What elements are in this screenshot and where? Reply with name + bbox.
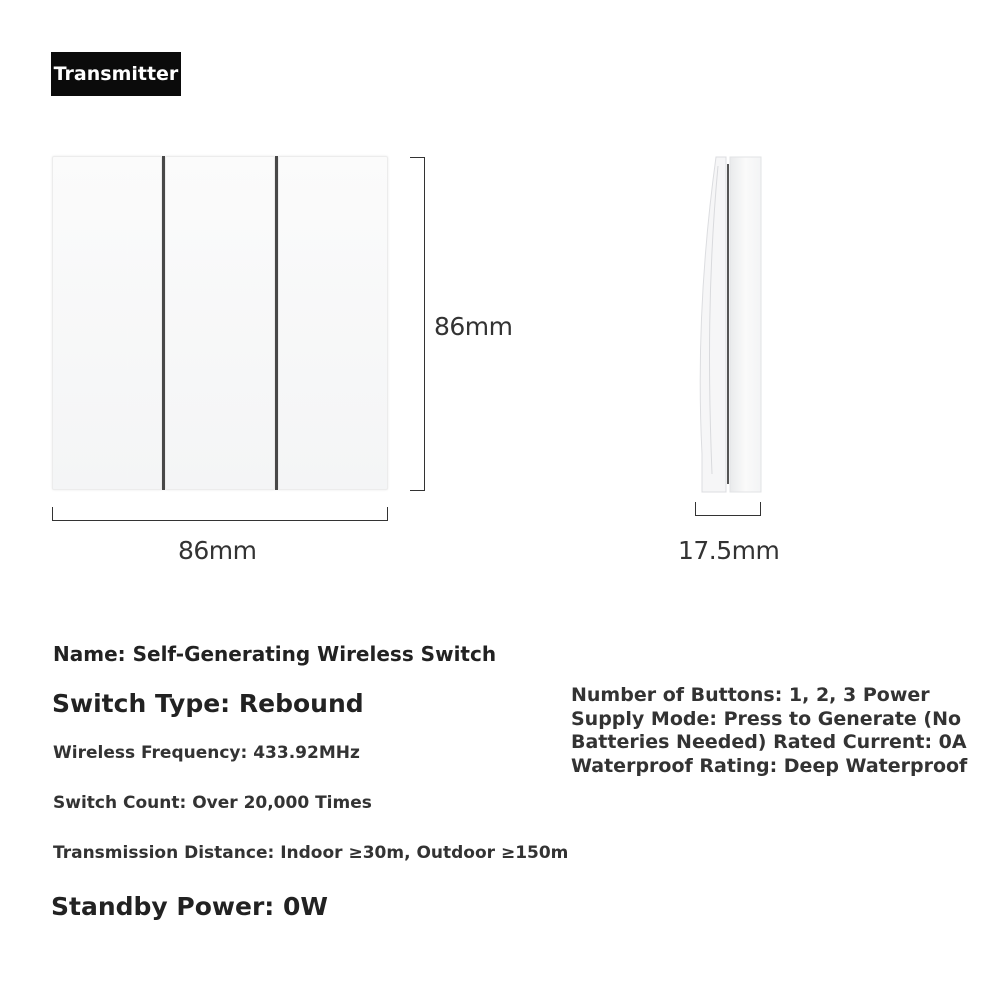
height-dimension-line xyxy=(424,157,425,491)
spec-details-block xyxy=(571,684,991,778)
width-dimension-label: 86mm xyxy=(178,536,257,565)
spec-block-line: Batteries Needed) Rated Current: 0A xyxy=(571,731,967,753)
spec-switch-count: Switch Count: Over 20,000 Times xyxy=(53,793,372,813)
rocker-divider xyxy=(162,156,165,490)
spec-switch-type: Switch Type: Rebound xyxy=(52,689,364,718)
switch-side-view xyxy=(694,154,764,494)
rocker-divider xyxy=(275,156,278,490)
depth-dimension-line xyxy=(695,515,761,516)
rocker-button-left xyxy=(52,156,162,490)
rocker-button-middle xyxy=(165,156,275,490)
height-dimension-label: 86mm xyxy=(434,312,513,341)
width-dimension-line xyxy=(52,520,388,521)
spec-standby-power: Standby Power: 0W xyxy=(51,892,328,921)
spec-name: Name: Self-Generating Wireless Switch xyxy=(53,642,497,666)
switch-front-view xyxy=(52,156,388,490)
rocker-button-right xyxy=(278,156,388,490)
spec-block-line: Number of Buttons: 1, 2, 3 Power xyxy=(571,684,930,706)
transmitter-badge: Transmitter xyxy=(51,52,181,96)
spec-transmission-distance: Transmission Distance: Indoor ≥30m, Outdoor ≥150m xyxy=(53,843,569,863)
spec-block-line: Waterproof Rating: Deep Waterproof xyxy=(571,754,968,777)
spec-wireless-frequency: Wireless Frequency: 433.92MHz xyxy=(53,743,360,763)
spec-block-line: Supply Mode: Press to Generate (No xyxy=(571,707,962,730)
depth-dimension-label: 17.5mm xyxy=(678,536,780,565)
